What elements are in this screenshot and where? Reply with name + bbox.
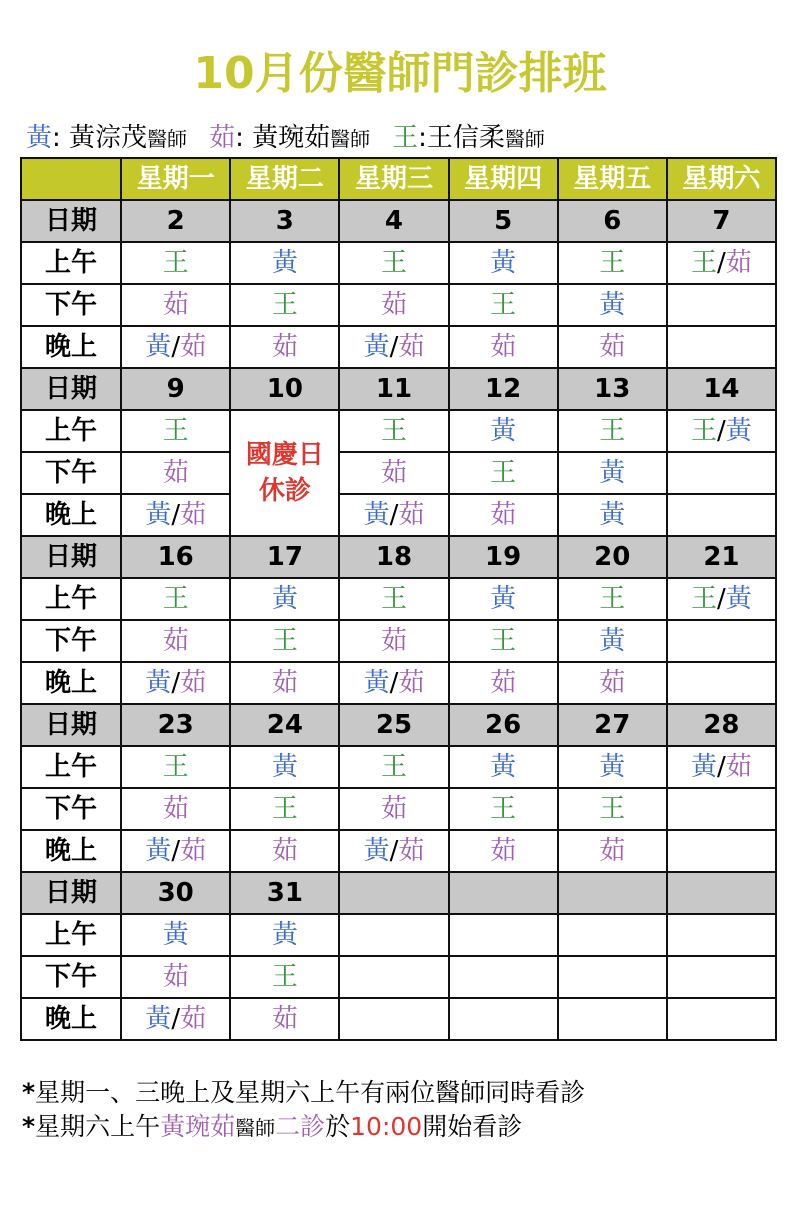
note-asterisk: *: [22, 1078, 36, 1107]
date-cell: 12: [449, 368, 558, 410]
doctor-mark: 黃: [725, 584, 752, 614]
doctor-mark: 黃: [599, 458, 626, 488]
schedule-cell: [121, 620, 230, 662]
schedule-cell: [558, 284, 667, 326]
schedule-cell: [449, 956, 558, 998]
row-label-date: 日期: [21, 368, 121, 410]
doctor-mark: 王: [599, 584, 626, 614]
schedule-cell: [121, 410, 230, 452]
date-cell: 28: [667, 704, 776, 746]
date-cell: 4: [339, 200, 448, 242]
row-label-date: 日期: [21, 872, 121, 914]
row-label-am: 上午: [21, 914, 121, 956]
doctor-mark: 茹: [725, 248, 752, 278]
doctor-mark: 茹: [398, 500, 425, 530]
notes: [22, 1076, 585, 1145]
doctor-mark: 王: [691, 584, 718, 614]
doctor-mark: 王: [490, 290, 517, 320]
schedule-cell: [230, 620, 339, 662]
date-cell: 9: [121, 368, 230, 410]
doctor-mark: 黃: [599, 752, 626, 782]
session-row-pm: [21, 284, 776, 326]
schedule-cell: [558, 242, 667, 284]
schedule-cell: [121, 494, 230, 536]
note-2-part: 開始看診: [422, 1112, 523, 1141]
schedule-cell: [449, 914, 558, 956]
session-row-eve: [21, 662, 776, 704]
schedule-cell: [449, 242, 558, 284]
doctor-mark: 茹: [490, 836, 517, 866]
legend-separator: :: [52, 123, 70, 153]
date-cell: 31: [230, 872, 339, 914]
session-row-pm: [21, 620, 776, 662]
schedule-cell: [449, 620, 558, 662]
schedule-cell: [121, 830, 230, 872]
weekday-header: 星期五: [558, 158, 667, 200]
session-row-am: [21, 242, 776, 284]
schedule-cell: [558, 578, 667, 620]
doctor-mark: 王: [380, 584, 407, 614]
session-row-am: [21, 746, 776, 788]
schedule-cell: [558, 746, 667, 788]
row-label-am: 上午: [21, 578, 121, 620]
doctor-mark: 茹: [490, 500, 517, 530]
doctor-mark: 黃: [363, 668, 390, 698]
doctor-mark: 黃: [599, 626, 626, 656]
schedule-cell: [449, 326, 558, 368]
note-2-part: 黃琬茹: [160, 1112, 236, 1141]
schedule-cell: [667, 830, 776, 872]
schedule-cell: [339, 410, 448, 452]
session-row-am: [21, 578, 776, 620]
doctor-mark: 茹: [162, 458, 189, 488]
doctor-mark: 茹: [271, 1004, 298, 1034]
schedule-cell: [339, 620, 448, 662]
doctor-mark: 黃: [599, 500, 626, 530]
schedule-cell: [558, 956, 667, 998]
schedule-cell: [230, 830, 339, 872]
doctor-mark: 王: [380, 416, 407, 446]
row-label-pm: 下午: [21, 956, 121, 998]
date-cell: 25: [339, 704, 448, 746]
schedule-table: [20, 157, 777, 1041]
schedule-cell: [449, 410, 558, 452]
doctor-mark: 王: [599, 416, 626, 446]
schedule-cell: [558, 494, 667, 536]
doctor-mark: 黃: [363, 500, 390, 530]
schedule-cell: [667, 494, 776, 536]
schedule-cell: [121, 452, 230, 494]
doctor-mark: 王: [162, 416, 189, 446]
note-2-part: 10:00: [350, 1112, 423, 1141]
holiday-notice: [231, 437, 338, 509]
schedule-cell: [558, 410, 667, 452]
schedule-cell: [339, 662, 448, 704]
session-row-pm: [21, 956, 776, 998]
schedule-cell: [667, 326, 776, 368]
schedule-cell: [449, 746, 558, 788]
row-label-eve: 晚上: [21, 998, 121, 1040]
doctor-mark: 茹: [271, 332, 298, 362]
schedule-cell: [121, 914, 230, 956]
note-2-part: 醫師: [235, 1116, 276, 1140]
doctor-mark: 茹: [271, 668, 298, 698]
note-asterisk: *: [22, 1112, 36, 1141]
date-cell: 23: [121, 704, 230, 746]
date-cell: 20: [558, 536, 667, 578]
legend-item: [209, 123, 370, 153]
doctor-mark: 王: [162, 248, 189, 278]
row-label-pm: 下午: [21, 452, 121, 494]
date-row: [21, 200, 776, 242]
doctor-mark: 王: [380, 248, 407, 278]
date-cell: 21: [667, 536, 776, 578]
schedule-cell: [449, 998, 558, 1040]
row-label-pm: 下午: [21, 284, 121, 326]
legend-doctor-name: 王信柔: [426, 123, 505, 153]
note-2: [22, 1110, 585, 1145]
schedule-cell: [230, 578, 339, 620]
schedule-cell: [230, 746, 339, 788]
doctor-mark: 茹: [398, 668, 425, 698]
doctor-mark: 茹: [380, 458, 407, 488]
doctor-separator: /: [171, 500, 181, 530]
schedule-cell: [667, 914, 776, 956]
doctor-mark: 茹: [599, 332, 626, 362]
schedule-cell: [667, 410, 776, 452]
schedule-cell: [339, 242, 448, 284]
doctor-mark: 黃: [145, 668, 172, 698]
holiday-line-1: 國慶日: [245, 440, 324, 470]
doctor-separator: /: [389, 668, 399, 698]
date-cell: 10: [230, 368, 339, 410]
legend-suffix: 醫師: [147, 127, 188, 151]
doctor-separator: /: [717, 416, 726, 446]
doctor-separator: /: [717, 752, 726, 782]
row-label-eve: 晚上: [21, 326, 121, 368]
date-cell: 3: [230, 200, 339, 242]
doctor-separator: /: [389, 500, 399, 530]
doctor-mark: 茹: [380, 290, 407, 320]
schedule-cell: [339, 914, 448, 956]
legend-suffix: 醫師: [504, 127, 545, 151]
schedule-cell: [558, 662, 667, 704]
doctor-mark: 茹: [490, 668, 517, 698]
doctor-mark: 黃: [145, 836, 172, 866]
schedule-cell: [449, 830, 558, 872]
doctor-mark: 茹: [180, 668, 207, 698]
schedule-cell: [339, 578, 448, 620]
date-cell: 2: [121, 200, 230, 242]
doctor-mark: 茹: [398, 836, 425, 866]
schedule-cell: [667, 578, 776, 620]
legend-item: [26, 123, 187, 153]
session-row-eve: [21, 830, 776, 872]
schedule-cell: [230, 914, 339, 956]
doctor-mark: 王: [271, 626, 298, 656]
doctor-mark: 王: [691, 248, 718, 278]
schedule-cell: [339, 284, 448, 326]
row-label-date: 日期: [21, 704, 121, 746]
doctor-mark: 王: [490, 626, 517, 656]
doctor-separator: /: [171, 836, 181, 866]
date-cell: [667, 872, 776, 914]
session-row-am: [21, 914, 776, 956]
doctor-mark: 茹: [180, 836, 207, 866]
schedule-cell: [121, 578, 230, 620]
doctor-mark: 黃: [490, 584, 517, 614]
doctor-mark: 茹: [599, 668, 626, 698]
schedule-cell: [339, 956, 448, 998]
doctor-mark: 黃: [271, 248, 298, 278]
doctor-mark: 茹: [162, 794, 189, 824]
legend-key: 黃: [26, 123, 53, 153]
doctor-mark: 茹: [398, 332, 425, 362]
schedule-cell: [230, 326, 339, 368]
date-cell: 14: [667, 368, 776, 410]
doctor-mark: 王: [490, 794, 517, 824]
legend-item: [392, 123, 545, 153]
doctor-mark: 茹: [271, 836, 298, 866]
note-2-part: 於: [325, 1112, 351, 1141]
schedule-cell: [121, 746, 230, 788]
schedule-cell: [339, 998, 448, 1040]
doctor-separator: /: [717, 584, 726, 614]
doctor-mark: 茹: [180, 332, 207, 362]
schedule-cell: [558, 788, 667, 830]
doctor-mark: 黃: [162, 920, 189, 950]
session-row-pm: [21, 452, 776, 494]
row-label-eve: 晚上: [21, 494, 121, 536]
schedule-cell: [230, 956, 339, 998]
legend-suffix: 醫師: [330, 127, 371, 151]
doctor-mark: 黃: [363, 836, 390, 866]
date-row: [21, 368, 776, 410]
date-cell: [339, 872, 448, 914]
doctor-separator: /: [389, 836, 399, 866]
schedule-cell: [339, 830, 448, 872]
schedule-cell: [339, 326, 448, 368]
schedule-cell: [339, 494, 448, 536]
schedule-cell: [449, 788, 558, 830]
doctor-mark: 王: [380, 752, 407, 782]
schedule-cell: [667, 662, 776, 704]
schedule-cell: [121, 284, 230, 326]
row-label-pm: 下午: [21, 620, 121, 662]
session-row-am: [21, 410, 776, 452]
date-cell: 6: [558, 200, 667, 242]
schedule-cell: [667, 956, 776, 998]
holiday-cell: [230, 410, 339, 536]
doctor-mark: 王: [691, 416, 718, 446]
doctor-mark: 黃: [145, 332, 172, 362]
row-label-am: 上午: [21, 746, 121, 788]
doctor-mark: 茹: [490, 332, 517, 362]
date-row: [21, 704, 776, 746]
schedule-cell: [230, 998, 339, 1040]
doctor-mark: 王: [271, 962, 298, 992]
doctor-mark: 黃: [599, 290, 626, 320]
schedule-cell: [339, 452, 448, 494]
date-cell: 26: [449, 704, 558, 746]
doctor-separator: /: [171, 1004, 181, 1034]
session-row-eve: [21, 326, 776, 368]
doctor-mark: 黃: [271, 920, 298, 950]
date-row: [21, 536, 776, 578]
schedule-cell: [667, 746, 776, 788]
row-label-am: 上午: [21, 410, 121, 452]
schedule-cell: [558, 620, 667, 662]
schedule-cell: [449, 662, 558, 704]
legend-separator: :: [235, 123, 253, 153]
doctor-mark: 茹: [180, 1004, 207, 1034]
date-cell: 24: [230, 704, 339, 746]
note-1: [22, 1076, 585, 1110]
doctor-mark: 黃: [691, 752, 718, 782]
header-corner-cell: [21, 158, 121, 200]
schedule-cell: [121, 998, 230, 1040]
doctor-mark: 王: [599, 794, 626, 824]
doctor-mark: 茹: [180, 500, 207, 530]
schedule-cell: [230, 284, 339, 326]
date-cell: 13: [558, 368, 667, 410]
doctor-mark: 茹: [599, 836, 626, 866]
schedule-cell: [558, 998, 667, 1040]
row-label-date: 日期: [21, 536, 121, 578]
doctor-mark: 茹: [380, 794, 407, 824]
schedule-cell: [449, 284, 558, 326]
schedule-cell: [121, 662, 230, 704]
date-cell: 18: [339, 536, 448, 578]
schedule-cell: [558, 830, 667, 872]
doctor-mark: 王: [162, 752, 189, 782]
doctor-mark: 黃: [145, 500, 172, 530]
row-label-eve: 晚上: [21, 830, 121, 872]
schedule-cell: [667, 998, 776, 1040]
weekday-header: 星期二: [230, 158, 339, 200]
doctor-mark: 黃: [145, 1004, 172, 1034]
legend-separator: :: [418, 123, 427, 153]
doctor-mark: 黃: [490, 248, 517, 278]
schedule-cell: [667, 788, 776, 830]
doctor-mark: 黃: [363, 332, 390, 362]
schedule-cell: [558, 452, 667, 494]
page-title: 10月份醫師門診排班: [193, 48, 607, 99]
schedule-cell: [121, 788, 230, 830]
schedule-cell: [339, 746, 448, 788]
doctor-mark: 茹: [162, 962, 189, 992]
session-row-eve: [21, 494, 776, 536]
row-label-pm: 下午: [21, 788, 121, 830]
weekday-header: 星期六: [667, 158, 776, 200]
doctor-separator: /: [171, 668, 181, 698]
date-cell: [558, 872, 667, 914]
legend-key: 茹: [209, 123, 236, 153]
row-label-date: 日期: [21, 200, 121, 242]
doctor-mark: 王: [271, 290, 298, 320]
session-row-eve: [21, 998, 776, 1040]
schedule-cell: [121, 326, 230, 368]
row-label-am: 上午: [21, 242, 121, 284]
doctor-mark: 王: [162, 584, 189, 614]
schedule-cell: [558, 914, 667, 956]
note-2-part: 二診: [275, 1112, 326, 1141]
doctor-mark: 王: [271, 794, 298, 824]
note-1-text: 星期一、三晚上及星期六上午有兩位醫師同時看診: [35, 1078, 586, 1107]
holiday-line-2: 休診: [258, 476, 311, 506]
note-2-part: 星期六上午: [35, 1112, 161, 1141]
schedule-cell: [667, 284, 776, 326]
legend-key: 王: [392, 123, 419, 153]
date-cell: 11: [339, 368, 448, 410]
schedule-cell: [121, 956, 230, 998]
date-cell: 16: [121, 536, 230, 578]
doctor-mark: 黃: [271, 584, 298, 614]
doctor-mark: 黃: [490, 752, 517, 782]
doctor-mark: 王: [599, 248, 626, 278]
schedule-cell: [449, 578, 558, 620]
doctor-mark: 黃: [725, 416, 752, 446]
doctor-mark: 茹: [162, 290, 189, 320]
doctor-separator: /: [717, 248, 726, 278]
doctor-legend: [26, 120, 567, 156]
session-row-pm: [21, 788, 776, 830]
schedule-cell: [230, 662, 339, 704]
weekday-header: 星期四: [449, 158, 558, 200]
date-cell: 27: [558, 704, 667, 746]
schedule-cell: [449, 494, 558, 536]
doctor-mark: 茹: [725, 752, 752, 782]
date-row: [21, 872, 776, 914]
doctor-mark: 茹: [380, 626, 407, 656]
schedule-cell: [558, 326, 667, 368]
doctor-mark: 王: [490, 458, 517, 488]
date-cell: 19: [449, 536, 558, 578]
schedule-cell: [230, 242, 339, 284]
row-label-eve: 晚上: [21, 662, 121, 704]
legend-doctor-name: 黃琬茹: [252, 123, 331, 153]
date-cell: 7: [667, 200, 776, 242]
schedule-cell: [667, 452, 776, 494]
date-cell: 30: [121, 872, 230, 914]
legend-doctor-name: 黃淙茂: [69, 123, 148, 153]
schedule-cell: [667, 242, 776, 284]
schedule-cell: [230, 788, 339, 830]
schedule-cell: [121, 242, 230, 284]
weekday-header: 星期一: [121, 158, 230, 200]
schedule-cell: [667, 620, 776, 662]
date-cell: 17: [230, 536, 339, 578]
doctor-mark: 黃: [271, 752, 298, 782]
doctor-mark: 茹: [162, 626, 189, 656]
doctor-separator: /: [171, 332, 181, 362]
weekday-header: 星期三: [339, 158, 448, 200]
doctor-separator: /: [389, 332, 399, 362]
weekday-header-row: [21, 158, 776, 200]
schedule-cell: [339, 788, 448, 830]
schedule-cell: [449, 452, 558, 494]
date-cell: 5: [449, 200, 558, 242]
date-cell: [449, 872, 558, 914]
doctor-mark: 黃: [490, 416, 517, 446]
